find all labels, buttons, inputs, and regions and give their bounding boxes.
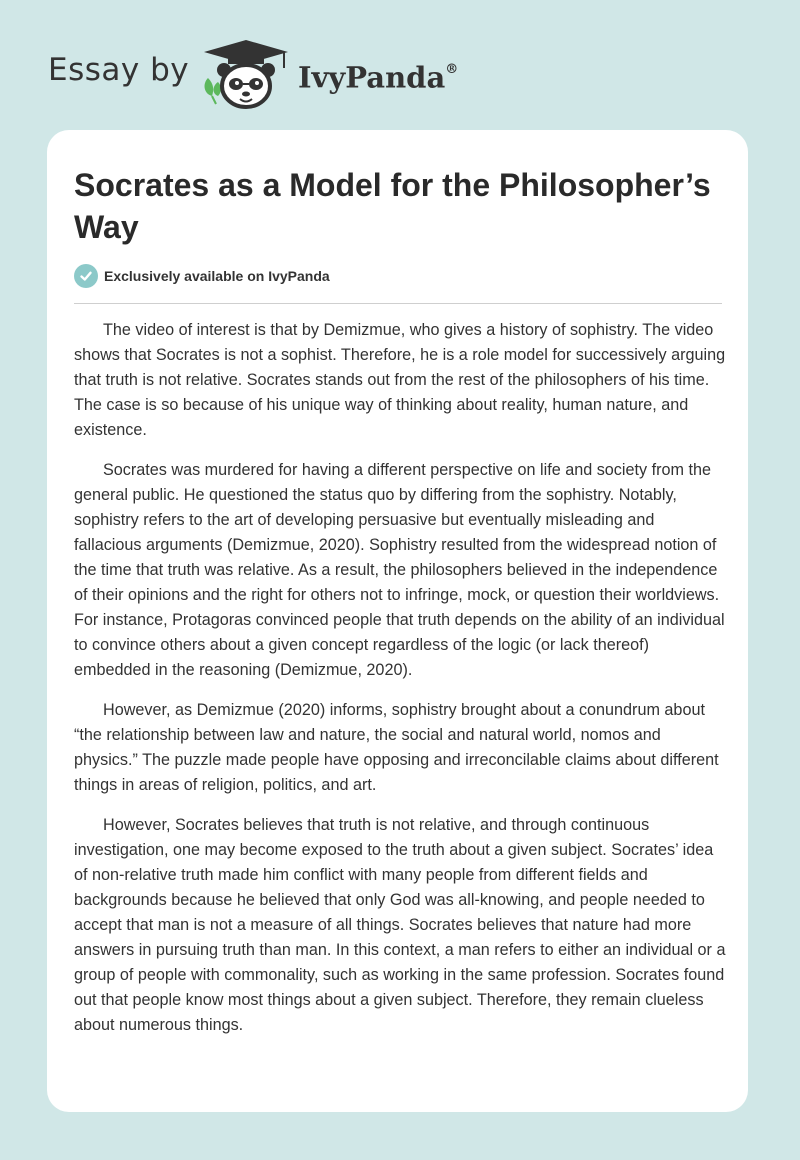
panda-logo-icon[interactable] — [200, 38, 292, 110]
essay-paragraph: However, Socrates believes that truth is not relative, and through continuous investigation, one may become exposed to the truth about a given subject. Socrates’ idea of non-relative truth made him conflict with many people from different fields and backgrounds because he believed that only God was all-knowing, and people needed to accept that man is not a measure of all things. Socrates believes that nature had more answers in pursuing truth than man. In this context, a man refers to either an individual or a group of people with commonality, such as working in the same profession. Socrates found out that people know most things about a given subject. Therefore, they remain clueless about numerous things. — [74, 816, 726, 1034]
essay-paragraph: Socrates was murdered for having a different perspective on life and society from the general public. He questioned the status quo by differing from the sophistry. Notably, sophistry refers to the art of developing persuasive but eventually misleading and fallacious arguments (Demizmue, 2020). Sophistry resulted from the widespread notion of the time that truth was relative. As a result, the philosophers believed in the independence of their opinions and the right for others not to infringe, mock, or question their worldviews. For instance, Protagoras convinced people that truth depends on the ability of an individual to convince others about a given concept regardless of the logic (or lack thereof) embedded in the reasoning (Demizmue, 2020). — [74, 461, 725, 679]
check-icon — [74, 264, 98, 288]
essay-paragraph: The video of interest is that by Demizmue, who gives a history of sophistry. The video shows that Socrates is not a sophist. Therefore, he is a role model for successively arguing that truth is not relative. Socrates stands out from the rest of the philosophers of his time. The case is so because of his unique way of thinking about reality, human nature, and existence. — [74, 321, 726, 439]
brand-label: IvyPanda — [298, 60, 446, 95]
exclusive-badge-label: Exclusively available on IvyPanda — [104, 268, 330, 284]
essay-by-label: Essay by — [48, 52, 190, 88]
essay-body — [74, 318, 726, 1053]
essay-title: Socrates as a Model for the Philosopher’s Way — [74, 167, 711, 245]
essay-card — [47, 130, 748, 1112]
site-header — [0, 0, 800, 120]
essay-paragraph: However, as Demizmue (2020) informs, sophistry brought about a conundrum about “the relationship between law and nature, the social and natural world, nomos and physics.” The puzzle made people have opposing and irreconcilable claims about different things in areas of religion, politics, and art. — [74, 701, 719, 794]
registered-mark: ® — [445, 62, 459, 77]
brand-name[interactable] — [298, 54, 458, 98]
exclusive-badge — [74, 263, 330, 289]
title-divider — [74, 303, 722, 304]
